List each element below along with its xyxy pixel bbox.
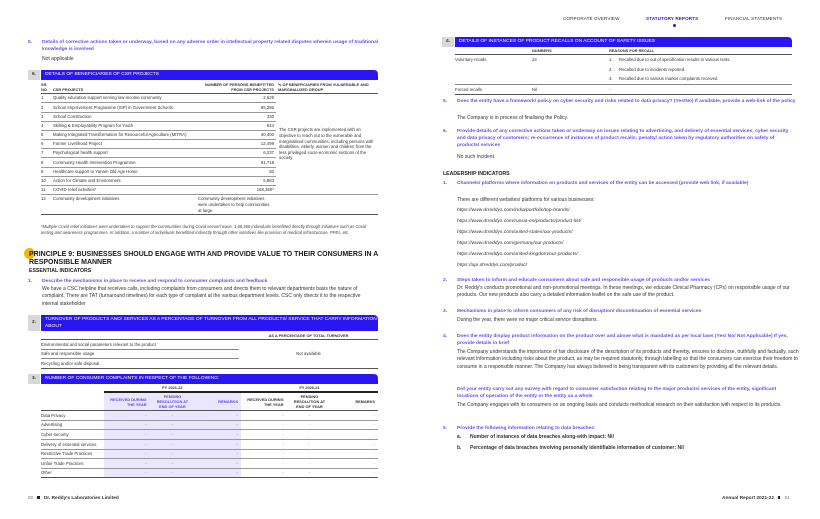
complaint-table-row — [41, 459, 378, 469]
csr-project-name: COVID relief activities* — [53, 187, 97, 193]
answer-survey: The Company engages with its consumers on an ongoing basis and conducts methodical research on their satisfaction with respect to its products. — [457, 402, 782, 408]
col-reasons: REASONS FOR RECALL — [609, 48, 655, 53]
question-5-ip-disputes — [28, 39, 382, 53]
question-l4-product-info: 4. Does the entity display product information on the product over and above what is mandated as per local laws (Yes/ No/ Not Applicable) If yes, provide details in brief — [443, 334, 788, 347]
csr-sr-no: 8 — [41, 159, 44, 165]
complaint-value: - — [195, 420, 241, 430]
csr-beneficiaries-table — [41, 81, 378, 215]
question-1-complaints — [28, 278, 382, 285]
complaint-value: - — [104, 449, 150, 459]
complaint-value: - — [373, 460, 375, 466]
csr-persons-benefitted: 65,286 — [260, 104, 274, 110]
csr-persons-benefitted: 5,883 — [263, 178, 274, 183]
complaint-value: - — [373, 431, 375, 437]
complaint-value: - — [282, 451, 284, 457]
fy-2020-21-header: FY 2020-21 — [241, 384, 378, 392]
csr-project-name: Action for Climate and Environment — [53, 178, 121, 183]
col-pending: PENDING RESOLUTION AT END OF YEAR — [293, 394, 326, 410]
question-l2-educate: 2. Steps taken to inform and educate consumers about safe and responsible usage of products and/or services — [443, 278, 711, 283]
csr-project-name: School Construction — [53, 113, 92, 119]
complaint-value: - — [104, 468, 150, 478]
nav-statutory-reports[interactable]: STATUTORY REPORTS — [646, 16, 699, 21]
bullet-icon — [37, 496, 40, 499]
consumer-complaints-table — [41, 384, 378, 478]
link-api-product[interactable]: https://api.drreddys.com/product — [457, 263, 527, 268]
complaint-value: - — [104, 459, 150, 469]
complaint-table-row — [41, 430, 378, 440]
csr-persons-benefitted: 40,400 — [260, 132, 274, 138]
col-remarks: REMARKS — [195, 392, 241, 411]
question-l5-data-breaches: 5. Provide the following information relating to data breaches: — [443, 426, 596, 431]
answer-cyber-policy: The Company is in process of finalising the Policy. — [457, 115, 569, 121]
fy-2021-22-header: FY 2021-22 — [104, 384, 241, 392]
csr-persons-benefitted: 2,625 — [263, 95, 274, 101]
complaint-value: - — [282, 470, 284, 476]
question-6-corrective-actions: 6. Provide details of any corrective actions taken or underway on issues relating to advertising, and delivery of essential services; cyber security and data privacy of customers; re-occurrence of instances of product recalls; penalty/ action taken by regulatory authorities on safety of products/ services — [443, 129, 789, 149]
page-number: 51 — [784, 496, 790, 501]
answer-product-info: The Company understands the importance of fair disclosure of the description of its products and thereby, ensures to disclose, truthfully and factually, such relevant information including risks about the product, as may be required statutorily, through labelling so that the consumers can exercise their freedom to consume in a responsible manner. The Company has always believed in being transparent with its customers by providing all the relevant details. — [457, 349, 799, 370]
question-text: Details of corrective actions taken or underway, based on any adverse order in intellectual property related disputes wherein usage of traditional knowledge is involved — [42, 40, 379, 53]
section-number: 3. — [28, 374, 40, 384]
complaint-value: - — [282, 412, 284, 418]
complaint-value: - — [282, 431, 284, 437]
complaint-value: - — [282, 460, 284, 466]
complaint-value: - — [373, 412, 375, 418]
col-vulnerable-pct: % OF BENEFICIARIES FROM VULNERABLE AND MARGINALIZED GROUP — [278, 82, 369, 93]
answer-educate: Dr. Reddy's conducts promotional and non-promotional meetings. In these meetings, we educate Clinical Pharmacy (CPs) on responsible usage of our products. Our new products also carry a detailed information leaflet on the safe use of the product. — [457, 285, 790, 299]
csr-project-name: Skilling & Employability Program for Youth — [53, 122, 134, 128]
complaint-value: - — [282, 441, 284, 447]
csr-persons-benefitted: Community development initiatives were undertaken to help communities at large. — [198, 196, 270, 213]
question-l3-disruption: 3. Mechanisms in place to inform consumers of any risk of disruption/ discontinuation of essential services — [443, 309, 702, 314]
turnover-row-label: Environmental and social parameters relevant to the product — [41, 341, 156, 347]
nav-corporate-overview[interactable]: CORPORATE OVERVIEW — [563, 16, 620, 21]
bullet-icon — [778, 496, 781, 499]
answer-complaints: We have a CSC helpline that receives calls, including complaints from consumers and directs them to relevant departments basis the nature of complaint. There are TAT (turnaround timelines) for each type of complaint at the various department levels. CSC only directs it to the respective internal stakeholder — [42, 286, 361, 307]
section-number: 4. — [442, 37, 454, 47]
csr-project-name: Healthcare support to Yanam Old Age Home — [53, 168, 138, 174]
link-india-portfolio[interactable]: https://www.drreddys.com/india/portfolio/top-brands/ — [457, 208, 570, 213]
complaint-value: - — [373, 441, 375, 447]
csr-sr-no: 2 — [41, 104, 44, 110]
csr-persons-benefitted: 50 — [269, 168, 274, 174]
csr-sr-no: 7 — [41, 150, 44, 156]
complaint-value: - — [195, 440, 241, 450]
csr-empty-cell — [276, 195, 378, 215]
principle-9-heading: PRINCIPLE 9: BUSINESSES SHOULD ENGAGE WITH AND PROVIDE VALUE TO THEIR CONSUMERS IN A RESPONSIBLE MANNER — [29, 251, 378, 267]
complaint-value: - — [195, 411, 241, 421]
csr-persons-benefitted: 6,237 — [263, 150, 274, 156]
complaint-category: Restrictive Trade Practices — [41, 451, 93, 457]
recalls-section-header: DETAILS OF INSTANCES OF PRODUCT RECALLS ON ACCOUNT OF SAFETY ISSUES — [455, 37, 792, 47]
question-survey: Did your entity carry out any survey with regard to consumer satisfaction relating to the major products/ services of the entity, significant locations of operation of the entity or the entity as a whole — [457, 387, 777, 400]
question-text: Describe the mechanisms in place to receive and respond to consumer complaints and feedback — [42, 279, 268, 284]
complaint-table-row — [41, 440, 378, 450]
forced-recalls-label: Forced recalls — [455, 86, 482, 92]
page-number: 50 — [28, 496, 34, 501]
csr-table-row — [41, 195, 378, 215]
complaint-value: - — [308, 470, 311, 476]
company-name: Dr. Reddy's Laboratories Limited — [43, 496, 119, 501]
link-germany-products[interactable]: https://www.drreddys.com/germany/our-products/ — [457, 241, 564, 246]
answer-disruption: During the year, there were no major critical service disruptions. — [457, 317, 598, 323]
csr-sr-no: 12 — [41, 196, 46, 202]
recall-reason: 1. Recalled due to out of specification results in various tests. — [609, 57, 731, 63]
voluntary-recalls-label: Voluntary recalls — [455, 55, 532, 85]
complaint-value: - — [195, 430, 241, 440]
complaint-value: - — [195, 449, 241, 459]
complaint-value: - — [308, 441, 311, 447]
link-uk-products[interactable]: https://www.drreddys.com/united-kingdom/our-products/ — [457, 252, 578, 257]
data-breach-item-b: b. Percentage of data breaches involving personally identifiable information of customer: Nil — [457, 445, 684, 451]
complaint-value: - — [282, 422, 284, 428]
csr-project-name: Psychological health support — [53, 150, 108, 156]
complaint-category: Delivery of essential services — [41, 441, 97, 447]
csr-project-name: Farmer Livelihood Project — [53, 141, 102, 147]
left-footer — [28, 496, 119, 502]
complaint-table-row — [41, 468, 378, 478]
complaint-category: Other — [41, 470, 52, 476]
nav-financial-statements[interactable]: FINANCIAL STATEMENTS — [725, 16, 783, 21]
complaint-value: - — [308, 460, 311, 466]
complaint-category: Unfair Trade Practices — [41, 460, 84, 466]
turnover-section-header: TURNOVER OF PRODUCTS AND/ SERVICES AS A PERCENTAGE OF TURNOVER FROM ALL PRODUCTS/ SERVICE THAT CARRY INFORMATION ABOUT — [41, 315, 378, 331]
question-number: 1. — [28, 279, 33, 284]
complaint-value: - — [308, 412, 311, 418]
complaint-category: Advertising — [41, 422, 63, 428]
complaint-category: Data Privacy — [41, 412, 66, 418]
section-number: 6. — [28, 70, 40, 80]
col-persons-benefitted: NUMBER OF PERSONS BENEFITTED FROM CSR PROJECTS — [204, 82, 274, 93]
answer-channels: There are different websites/ platforms for various businesses: — [457, 197, 595, 203]
csr-vulnerable-note: The CSR projects are implemented with an objective to reach out to the vulnerable and marginalised communities, including persons with disabilities, elderly, women and children from the less privileged socio-economic sections of the society — [279, 127, 374, 161]
voluntary-recalls-number: 24 — [532, 55, 609, 85]
csr-table-row — [41, 94, 378, 103]
complaint-value: - — [150, 449, 196, 459]
complaint-table-row — [41, 411, 378, 421]
csr-persons-benefitted: 51,718 — [260, 159, 274, 165]
csr-persons-benefitted: 168,360* — [256, 187, 274, 193]
leadership-indicators-heading: LEADERSHIP INDICATORS — [443, 171, 510, 177]
csr-persons-benefitted: 944 — [266, 122, 274, 128]
csr-project-name: Community Health Intervention Programme — [53, 159, 136, 165]
csr-sr-no: 5 — [41, 132, 44, 138]
active-indicator-dot-icon — [673, 24, 676, 27]
col-received: RECEIVED DURING THE YEAR — [104, 392, 150, 411]
link-russia-products[interactable]: https://www.drreddys.com/russia-en/products/product-list/ — [457, 219, 582, 224]
complaint-value: - — [308, 422, 311, 428]
answer-not-applicable: Not applicable — [42, 56, 74, 62]
forced-recalls-number: Nil — [532, 86, 538, 92]
col-remarks: REMARKS — [355, 399, 375, 405]
csr-footnote: *Multiple Covid relief initiatives were undertaken to support the communities during Covid second wave. 1,68,360 individuals benefitted directly through initiatives such as Covid testing and awareness programmes. In addition, a number of individuals benefitted indirectly through other initiatives like provision of medical infrastructure, PPEs, etc. — [41, 224, 367, 235]
csr-sr-no: 6 — [41, 141, 44, 147]
question-5-cyber-policy: 5. Does the entity have a framework/ policy on cyber security and risks related to data privacy? (Yes/No) If available, provide a web-link of the policy — [443, 99, 796, 104]
complaint-value: - — [373, 422, 375, 428]
complaint-value: - — [195, 468, 241, 478]
product-recalls-table — [455, 47, 792, 95]
complaint-table-row — [41, 420, 378, 430]
csr-sr-no: 3 — [41, 113, 44, 119]
csr-section-header: DETAILS OF BENEFICIARIES OF CSR PROJECTS — [41, 70, 378, 80]
question-number: 5. — [28, 40, 33, 45]
complaints-section-header: NUMBER OF CONSUMER COMPLAINTS IN RESPECT OF THE FOLLOWING: — [41, 374, 378, 384]
complaint-value: - — [104, 430, 150, 440]
answer-no-incident: No such incident. — [457, 154, 496, 160]
complaint-value: - — [150, 459, 196, 469]
link-us-products[interactable]: https://www.drreddys.com/united-states/our-products/ — [457, 230, 573, 235]
turnover-row-label: Safe and responsible usage — [41, 351, 95, 357]
complaint-value: - — [104, 420, 150, 430]
complaint-value: - — [195, 459, 241, 469]
csr-sr-no: 1 — [41, 95, 44, 101]
data-breach-item-a: a. Number of instances of data breaches along-with impact: Nil — [457, 434, 614, 440]
question-l1-channels: 1. Channels/ platforms where information on products and services of the entity can be accessed (provide web link, if available) — [443, 181, 749, 186]
section-number: 2. — [28, 315, 40, 331]
col-csr-projects: CSR PROJECTS — [53, 87, 84, 93]
complaint-value: - — [373, 451, 375, 457]
csr-sr-no: 11 — [41, 187, 46, 193]
complaint-table-row — [41, 449, 378, 459]
csr-sr-no: 4 — [41, 122, 44, 128]
complaint-value: - — [150, 411, 196, 421]
recall-reason: 2. Recalled due to incidents reported. — [609, 66, 686, 72]
csr-sr-no: 10 — [41, 178, 46, 183]
col-numbers: NUMBERS — [532, 48, 552, 53]
complaint-value: - — [150, 420, 196, 430]
complaint-value: - — [373, 470, 375, 476]
complaint-value: - — [104, 440, 150, 450]
csr-persons-benefitted: 12,499 — [260, 141, 274, 147]
recall-reason: 3. Recalled due to various market complaints received. — [609, 76, 719, 82]
right-footer — [722, 496, 790, 502]
col-sr-no: SR. NO. — [41, 82, 48, 93]
col-pending: PENDING RESOLUTION AT END OF YEAR — [150, 392, 196, 411]
complaint-value: - — [308, 431, 311, 437]
turnover-value: Not available — [239, 340, 378, 369]
csr-project-name: Community development initiatives — [53, 196, 120, 202]
forced-recalls-reason: - — [609, 86, 611, 92]
complaint-value: - — [104, 411, 150, 421]
turnover-table — [41, 332, 378, 369]
complaint-value: - — [308, 451, 311, 457]
csr-project-name: School Improvement Programme (SIP) in Government Schools — [53, 104, 173, 110]
csr-project-name: Quality education support serving low-income community — [53, 95, 162, 101]
col-received: RECEIVED DURING THE YEAR — [247, 396, 284, 407]
csr-project-name: Making Integrated Transformation for Resourceful Agriculture (MITRA) — [53, 132, 187, 138]
essential-indicators-heading: ESSENTIAL INDICATORS — [29, 268, 92, 274]
csr-persons-benefitted: 330 — [266, 113, 274, 119]
complaint-category: Cyber-security — [41, 431, 69, 437]
report-title: Annual Report 2021-22 — [722, 496, 774, 501]
complaint-value: - — [150, 430, 196, 440]
turnover-row-label: Recycling and/or safe disposal — [41, 360, 100, 366]
complaint-value: - — [150, 468, 196, 478]
csr-sr-no: 9 — [41, 168, 44, 174]
complaint-value: - — [150, 440, 196, 450]
col-percentage-turnover: AS A PERCENTAGE OF TOTAL TURNOVER — [268, 333, 349, 338]
